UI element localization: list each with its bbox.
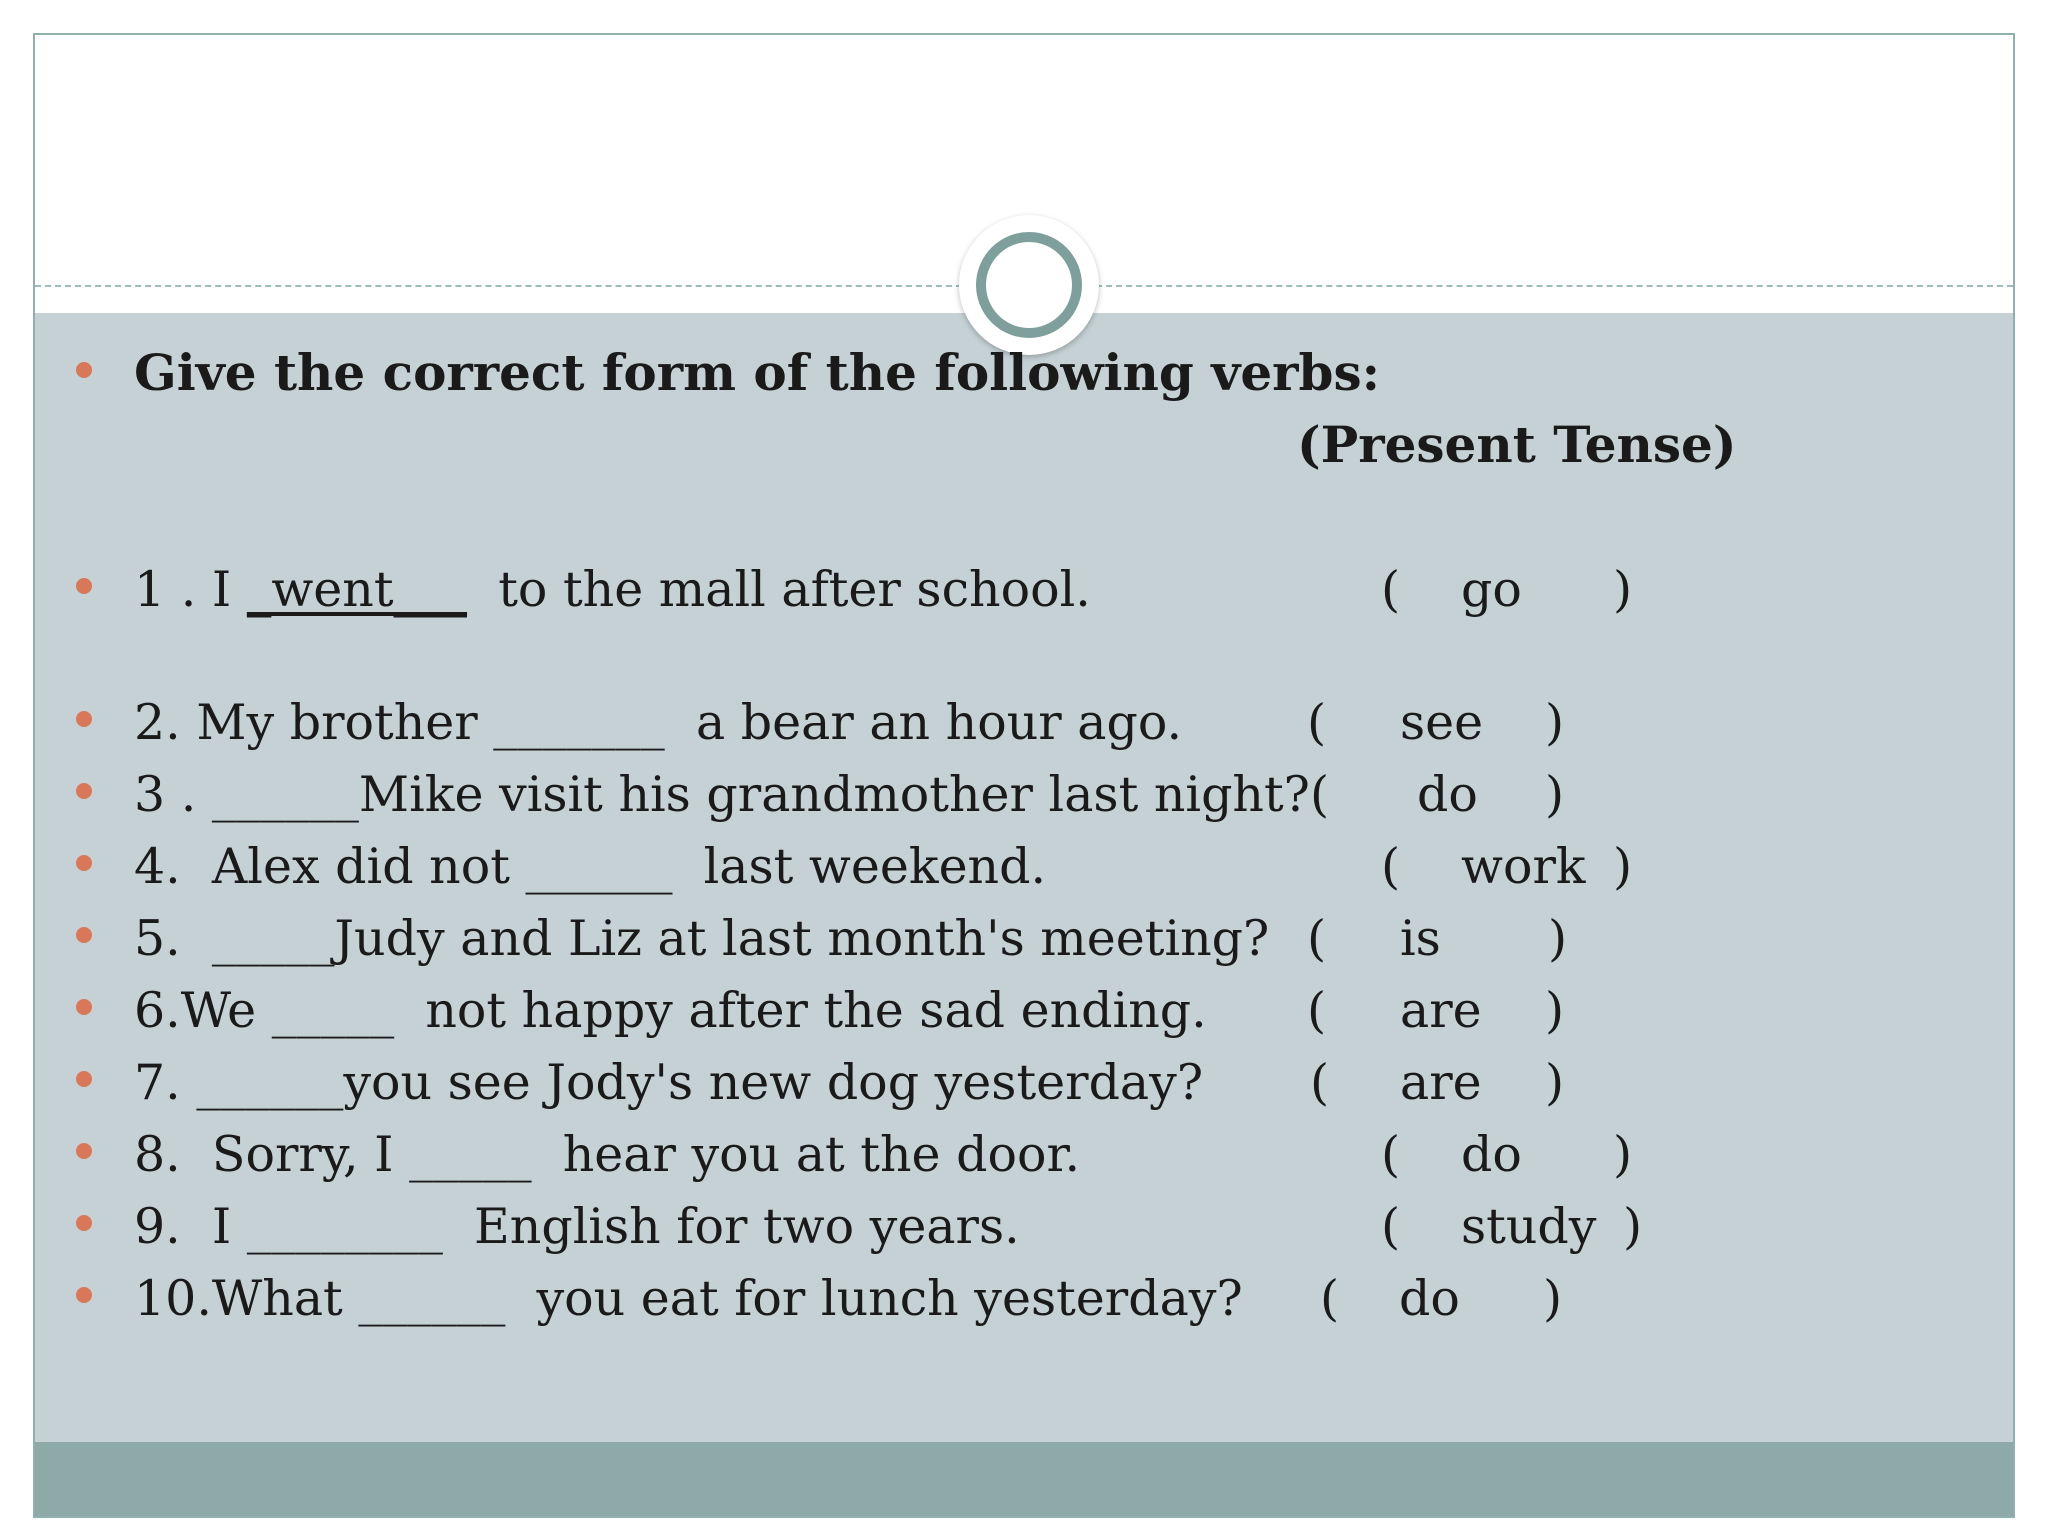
paren-open: ( [1307, 910, 1327, 967]
exercise-item-5 [134, 910, 1270, 967]
item-text: Mike visit his grandmother last night? [358, 766, 1310, 823]
item-prefix: 1 . I [134, 561, 247, 618]
ring-ornament-inner [976, 232, 1082, 338]
paren-close: ) [1545, 1054, 1565, 1111]
ring-ornament [959, 215, 1099, 355]
item-text: hear you at the door. [531, 1126, 1081, 1183]
paren-close: ) [1545, 766, 1565, 823]
paren-close: ) [1548, 910, 1568, 967]
item-text: to the mall after school. [467, 561, 1091, 618]
answer-blank: ______ [211, 766, 359, 823]
verb-hint: are [1400, 982, 1482, 1039]
item-text: a bear an hour ago. [664, 694, 1183, 751]
verb-hint: do [1417, 766, 1478, 823]
exercise-item-6 [134, 982, 1207, 1039]
answer-blank: ______ [525, 838, 673, 895]
paren-close: ) [1613, 1126, 1633, 1183]
exercise-item-7 [134, 1054, 1204, 1111]
item-text: Judy and Liz at last month's meeting? [334, 910, 1270, 967]
verb-hint: see [1400, 694, 1484, 751]
item-text: last weekend. [672, 838, 1047, 895]
verb-hint: work [1461, 838, 1586, 895]
answer-blank: _____ [211, 910, 335, 967]
item-prefix: 3 . [134, 766, 212, 823]
bullet [76, 711, 92, 727]
paren-close: ) [1545, 982, 1565, 1039]
exercise-item-1 [134, 561, 1091, 618]
verb-hint: is [1400, 910, 1441, 967]
item-prefix: 4. Alex did not [134, 838, 526, 895]
answer-blank: _____ [409, 1126, 532, 1183]
item-prefix: 8. Sorry, I [134, 1126, 410, 1183]
bullet [76, 1071, 92, 1087]
bullet [76, 1215, 92, 1231]
bullet [76, 999, 92, 1015]
paren-open: ( [1381, 1198, 1401, 1255]
item-text: not happy after the sad ending. [394, 982, 1207, 1039]
exercise-item-8 [134, 1126, 1081, 1183]
exercise-subheading: (Present Tense) [1297, 415, 1737, 474]
answer-blank: ______ [358, 1270, 506, 1327]
paren-close: ) [1613, 561, 1633, 618]
item-prefix: 2. My brother [134, 694, 494, 751]
paren-open: ( [1381, 561, 1401, 618]
footer-bar [35, 1442, 2013, 1516]
bullet [76, 855, 92, 871]
bullet [76, 1287, 92, 1303]
item-prefix: 7. [134, 1054, 197, 1111]
paren-open: ( [1307, 694, 1327, 751]
exercise-item-9 [134, 1198, 1020, 1255]
paren-open: ( [1320, 1270, 1340, 1327]
exercise-item-10 [134, 1270, 1243, 1327]
bullet [76, 783, 92, 799]
verb-hint: do [1399, 1270, 1460, 1327]
item-prefix: 9. I [134, 1198, 247, 1255]
item-prefix: 10.What [134, 1270, 359, 1327]
paren-close: ) [1613, 838, 1633, 895]
answer-blank: ______ [196, 1054, 344, 1111]
exercise-item-4 [134, 838, 1047, 895]
answer-blank: _went___ [246, 561, 468, 618]
exercise-item-3 [134, 766, 1310, 823]
answer-blank: ________ [246, 1198, 443, 1255]
item-prefix: 6.We [134, 982, 272, 1039]
paren-open: ( [1310, 766, 1330, 823]
verb-hint: do [1461, 1126, 1522, 1183]
paren-open: ( [1381, 838, 1401, 895]
verb-hint: are [1400, 1054, 1482, 1111]
bullet [76, 1143, 92, 1159]
item-text: you see Jody's new dog yesterday? [343, 1054, 1204, 1111]
paren-close: ) [1545, 694, 1565, 751]
paren-open: ( [1307, 982, 1327, 1039]
verb-hint: go [1461, 561, 1522, 618]
answer-blank: _____ [271, 982, 395, 1039]
exercise-heading: Give the correct form of the following verbs: [134, 343, 1381, 402]
item-text: English for two years. [442, 1198, 1020, 1255]
paren-open: ( [1381, 1126, 1401, 1183]
paren-open: ( [1310, 1054, 1330, 1111]
exercise-item-2 [134, 694, 1183, 751]
bullet [76, 578, 92, 594]
verb-hint: study [1461, 1198, 1597, 1255]
item-prefix: 5. [134, 910, 212, 967]
paren-close: ) [1543, 1270, 1563, 1327]
paren-close: ) [1623, 1198, 1643, 1255]
bullet [76, 362, 92, 378]
answer-blank: _______ [493, 694, 665, 751]
bullet [76, 927, 92, 943]
item-text: you eat for lunch yesterday? [505, 1270, 1243, 1327]
